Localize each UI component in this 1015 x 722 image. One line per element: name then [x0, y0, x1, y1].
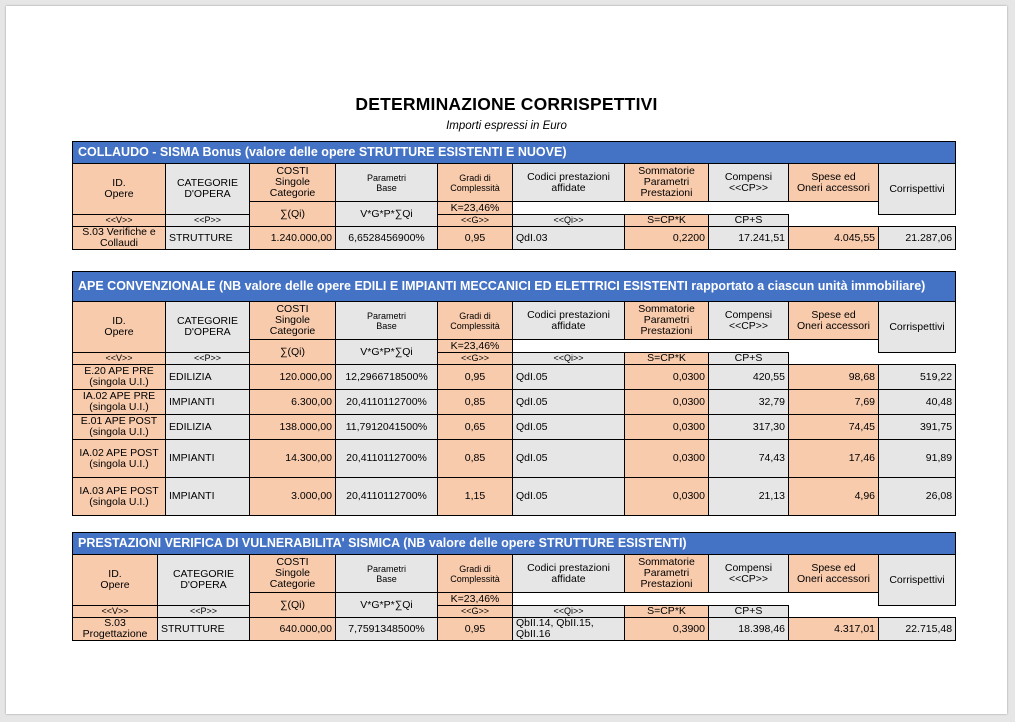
header-k: K=23,46% — [438, 340, 513, 353]
header-id-opere: ID. Opere — [73, 164, 166, 215]
cell-categoria: EDILIZIA — [166, 365, 250, 390]
header-costi: COSTI Singole Categorie — [250, 302, 336, 340]
header-formula-s: S=CP*K — [625, 353, 709, 365]
cell-parametri: 20,4110112700% — [336, 390, 438, 415]
header-qi: <<Qi>> — [513, 606, 625, 618]
cell-categoria: STRUTTURE — [158, 618, 250, 641]
cell-corrispettivi: 40,48 — [879, 390, 956, 415]
cell-spese: 4,96 — [789, 478, 879, 516]
header-g: <<G>> — [438, 215, 513, 227]
header-corrispettivi: Corrispettivi — [879, 302, 956, 353]
cell-categoria: EDILIZIA — [166, 415, 250, 440]
header-k: K=23,46% — [438, 202, 513, 215]
cell-gradi: 0,85 — [438, 390, 513, 415]
cell-gradi: 0,95 — [438, 365, 513, 390]
cell-compensi: 18.398,46 — [709, 618, 789, 641]
cell-id: S.03 Progettazione — [73, 618, 158, 641]
section-title: APE CONVENZIONALE (NB valore delle opere EDILI E IMPIANTI MECCANICI ED ELETTRICI ESISTENTI rapportato a ciascun unità immobiliare) — [73, 272, 956, 302]
document-page — [6, 6, 1007, 714]
cell-sommatorie: 0,2200 — [625, 227, 709, 250]
cell-id: IA.03 APE POST (singola U.I.) — [73, 478, 166, 516]
cell-costi: 3.000,00 — [250, 478, 336, 516]
cell-spese: 7,69 — [789, 390, 879, 415]
cell-id: E.20 APE PRE (singola U.I.) — [73, 365, 166, 390]
section-title: PRESTAZIONI VERIFICA DI VULNERABILITA' SISMICA (NB valore delle opere STRUTTURE ESISTENTI) — [73, 533, 956, 555]
header-sum-qi: ∑(Qi) — [250, 340, 336, 365]
cell-gradi: 1,15 — [438, 478, 513, 516]
cell-sommatorie: 0,0300 — [625, 390, 709, 415]
header-spese: Spese ed Oneri accessori — [789, 302, 879, 340]
header-v: <<V>> — [73, 215, 166, 227]
cell-compensi: 420,55 — [709, 365, 789, 390]
table-collaudo — [72, 141, 956, 250]
cell-categoria: IMPIANTI — [166, 390, 250, 415]
header-codici: Codici prestazioni affidate — [513, 302, 625, 340]
header-categorie: CATEGORIE D'OPERA — [166, 164, 250, 215]
header-gradi: Gradi di Complessità — [438, 555, 513, 593]
cell-sommatorie: 0,0300 — [625, 440, 709, 478]
header-sommatorie: Sommatorie Parametri Prestazioni — [625, 302, 709, 340]
header-qi: <<Qi>> — [513, 353, 625, 365]
header-spese: Spese ed Oneri accessori — [789, 555, 879, 593]
cell-codici: QbII.14, QbII.15, QbII.16 — [513, 618, 625, 641]
header-codici: Codici prestazioni affidate — [513, 164, 625, 202]
header-id-opere: ID. Opere — [73, 555, 158, 606]
cell-compensi: 32,79 — [709, 390, 789, 415]
cell-spese: 4.045,55 — [789, 227, 879, 250]
header-sommatorie: Sommatorie Parametri Prestazioni — [625, 164, 709, 202]
cell-categoria: IMPIANTI — [166, 478, 250, 516]
header-formula-total: CP+S — [709, 353, 789, 365]
cell-costi: 14.300,00 — [250, 440, 336, 478]
cell-parametri: 20,4110112700% — [336, 440, 438, 478]
header-codici: Codici prestazioni affidate — [513, 555, 625, 593]
cell-parametri: 20,4110112700% — [336, 478, 438, 516]
header-formula-cp: V*G*P*∑Qi — [336, 340, 438, 365]
cell-categoria: IMPIANTI — [166, 440, 250, 478]
cell-codici: QdI.05 — [513, 440, 625, 478]
cell-sommatorie: 0,3900 — [625, 618, 709, 641]
header-p: <<P>> — [158, 606, 250, 618]
table-vulnerabilita-sismica — [72, 532, 956, 641]
cell-sommatorie: 0,0300 — [625, 365, 709, 390]
cell-costi: 138.000,00 — [250, 415, 336, 440]
cell-codici: QdI.05 — [513, 478, 625, 516]
header-formula-total: CP+S — [709, 215, 789, 227]
cell-gradi: 0,85 — [438, 440, 513, 478]
cell-id: E.01 APE POST (singola U.I.) — [73, 415, 166, 440]
section-title: COLLAUDO - SISMA Bonus (valore delle opere STRUTTURE ESISTENTI E NUOVE) — [73, 142, 956, 164]
header-compensi: Compensi <<CP>> — [709, 555, 789, 593]
header-compensi: Compensi <<CP>> — [709, 164, 789, 202]
cell-compensi: 317,30 — [709, 415, 789, 440]
table-row — [73, 390, 956, 415]
header-p: <<P>> — [166, 353, 250, 365]
table-row — [73, 227, 956, 250]
cell-compensi: 74,43 — [709, 440, 789, 478]
cell-costi: 120.000,00 — [250, 365, 336, 390]
cell-spese: 74,45 — [789, 415, 879, 440]
header-formula-cp: V*G*P*∑Qi — [336, 202, 438, 227]
cell-spese: 4.317,01 — [789, 618, 879, 641]
cell-corrispettivi: 21.287,06 — [879, 227, 956, 250]
page-subtitle: Importi espressi in Euro — [446, 120, 567, 132]
header-id-opere: ID. Opere — [73, 302, 166, 353]
table-row — [73, 478, 956, 516]
cell-codici: QdI.05 — [513, 365, 625, 390]
header-k: K=23,46% — [438, 593, 513, 606]
header-corrispettivi: Corrispettivi — [879, 164, 956, 215]
header-gradi: Gradi di Complessità — [438, 164, 513, 202]
cell-corrispettivi: 26,08 — [879, 478, 956, 516]
cell-codici: QdI.05 — [513, 415, 625, 440]
table-row — [73, 618, 956, 641]
cell-codici: QdI.05 — [513, 390, 625, 415]
header-categorie: CATEGORIE D'OPERA — [158, 555, 250, 606]
cell-corrispettivi: 22.715,48 — [879, 618, 956, 641]
cell-parametri: 7,7591348500% — [336, 618, 438, 641]
cell-parametri: 11,7912041500% — [336, 415, 438, 440]
header-qi: <<Qi>> — [513, 215, 625, 227]
cell-spese: 98,68 — [789, 365, 879, 390]
header-gradi: Gradi di Complessità — [438, 302, 513, 340]
cell-corrispettivi: 519,22 — [879, 365, 956, 390]
cell-sommatorie: 0,0300 — [625, 478, 709, 516]
header-sum-qi: ∑(Qi) — [250, 202, 336, 227]
table-row — [73, 415, 956, 440]
header-v: <<V>> — [73, 606, 158, 618]
header-g: <<G>> — [438, 606, 513, 618]
header-sum-qi: ∑(Qi) — [250, 593, 336, 618]
cell-categoria: STRUTTURE — [166, 227, 250, 250]
header-costi: COSTI Singole Categorie — [250, 164, 336, 202]
header-costi: COSTI Singole Categorie — [250, 555, 336, 593]
cell-gradi: 0,95 — [438, 227, 513, 250]
header-formula-total: CP+S — [709, 606, 789, 618]
cell-id: IA.02 APE POST (singola U.I.) — [73, 440, 166, 478]
header-formula-s: S=CP*K — [625, 606, 709, 618]
cell-id: S.03 Verifiche e Collaudi — [73, 227, 166, 250]
cell-gradi: 0,65 — [438, 415, 513, 440]
header-p: <<P>> — [166, 215, 250, 227]
header-parametri: Parametri Base — [336, 555, 438, 593]
header-corrispettivi: Corrispettivi — [879, 555, 956, 606]
table-row — [73, 365, 956, 390]
header-spese: Spese ed Oneri accessori — [789, 164, 879, 202]
cell-spese: 17,46 — [789, 440, 879, 478]
page-title: DETERMINAZIONE CORRISPETTIVI — [355, 94, 658, 114]
header-formula-s: S=CP*K — [625, 215, 709, 227]
cell-codici: QdI.03 — [513, 227, 625, 250]
cell-sommatorie: 0,0300 — [625, 415, 709, 440]
header-parametri: Parametri Base — [336, 164, 438, 202]
table-row — [73, 440, 956, 478]
cell-costi: 1.240.000,00 — [250, 227, 336, 250]
header-parametri: Parametri Base — [336, 302, 438, 340]
header-v: <<V>> — [73, 353, 166, 365]
header-categorie: CATEGORIE D'OPERA — [166, 302, 250, 353]
cell-costi: 640.000,00 — [250, 618, 336, 641]
header-formula-cp: V*G*P*∑Qi — [336, 593, 438, 618]
cell-compensi: 17.241,51 — [709, 227, 789, 250]
cell-compensi: 21,13 — [709, 478, 789, 516]
cell-parametri: 6,6528456900% — [336, 227, 438, 250]
cell-gradi: 0,95 — [438, 618, 513, 641]
table-ape-convenzionale — [72, 271, 956, 516]
cell-id: IA.02 APE PRE (singola U.I.) — [73, 390, 166, 415]
cell-corrispettivi: 91,89 — [879, 440, 956, 478]
cell-corrispettivi: 391,75 — [879, 415, 956, 440]
header-g: <<G>> — [438, 353, 513, 365]
cell-costi: 6.300,00 — [250, 390, 336, 415]
header-compensi: Compensi <<CP>> — [709, 302, 789, 340]
cell-parametri: 12,2966718500% — [336, 365, 438, 390]
header-sommatorie: Sommatorie Parametri Prestazioni — [625, 555, 709, 593]
